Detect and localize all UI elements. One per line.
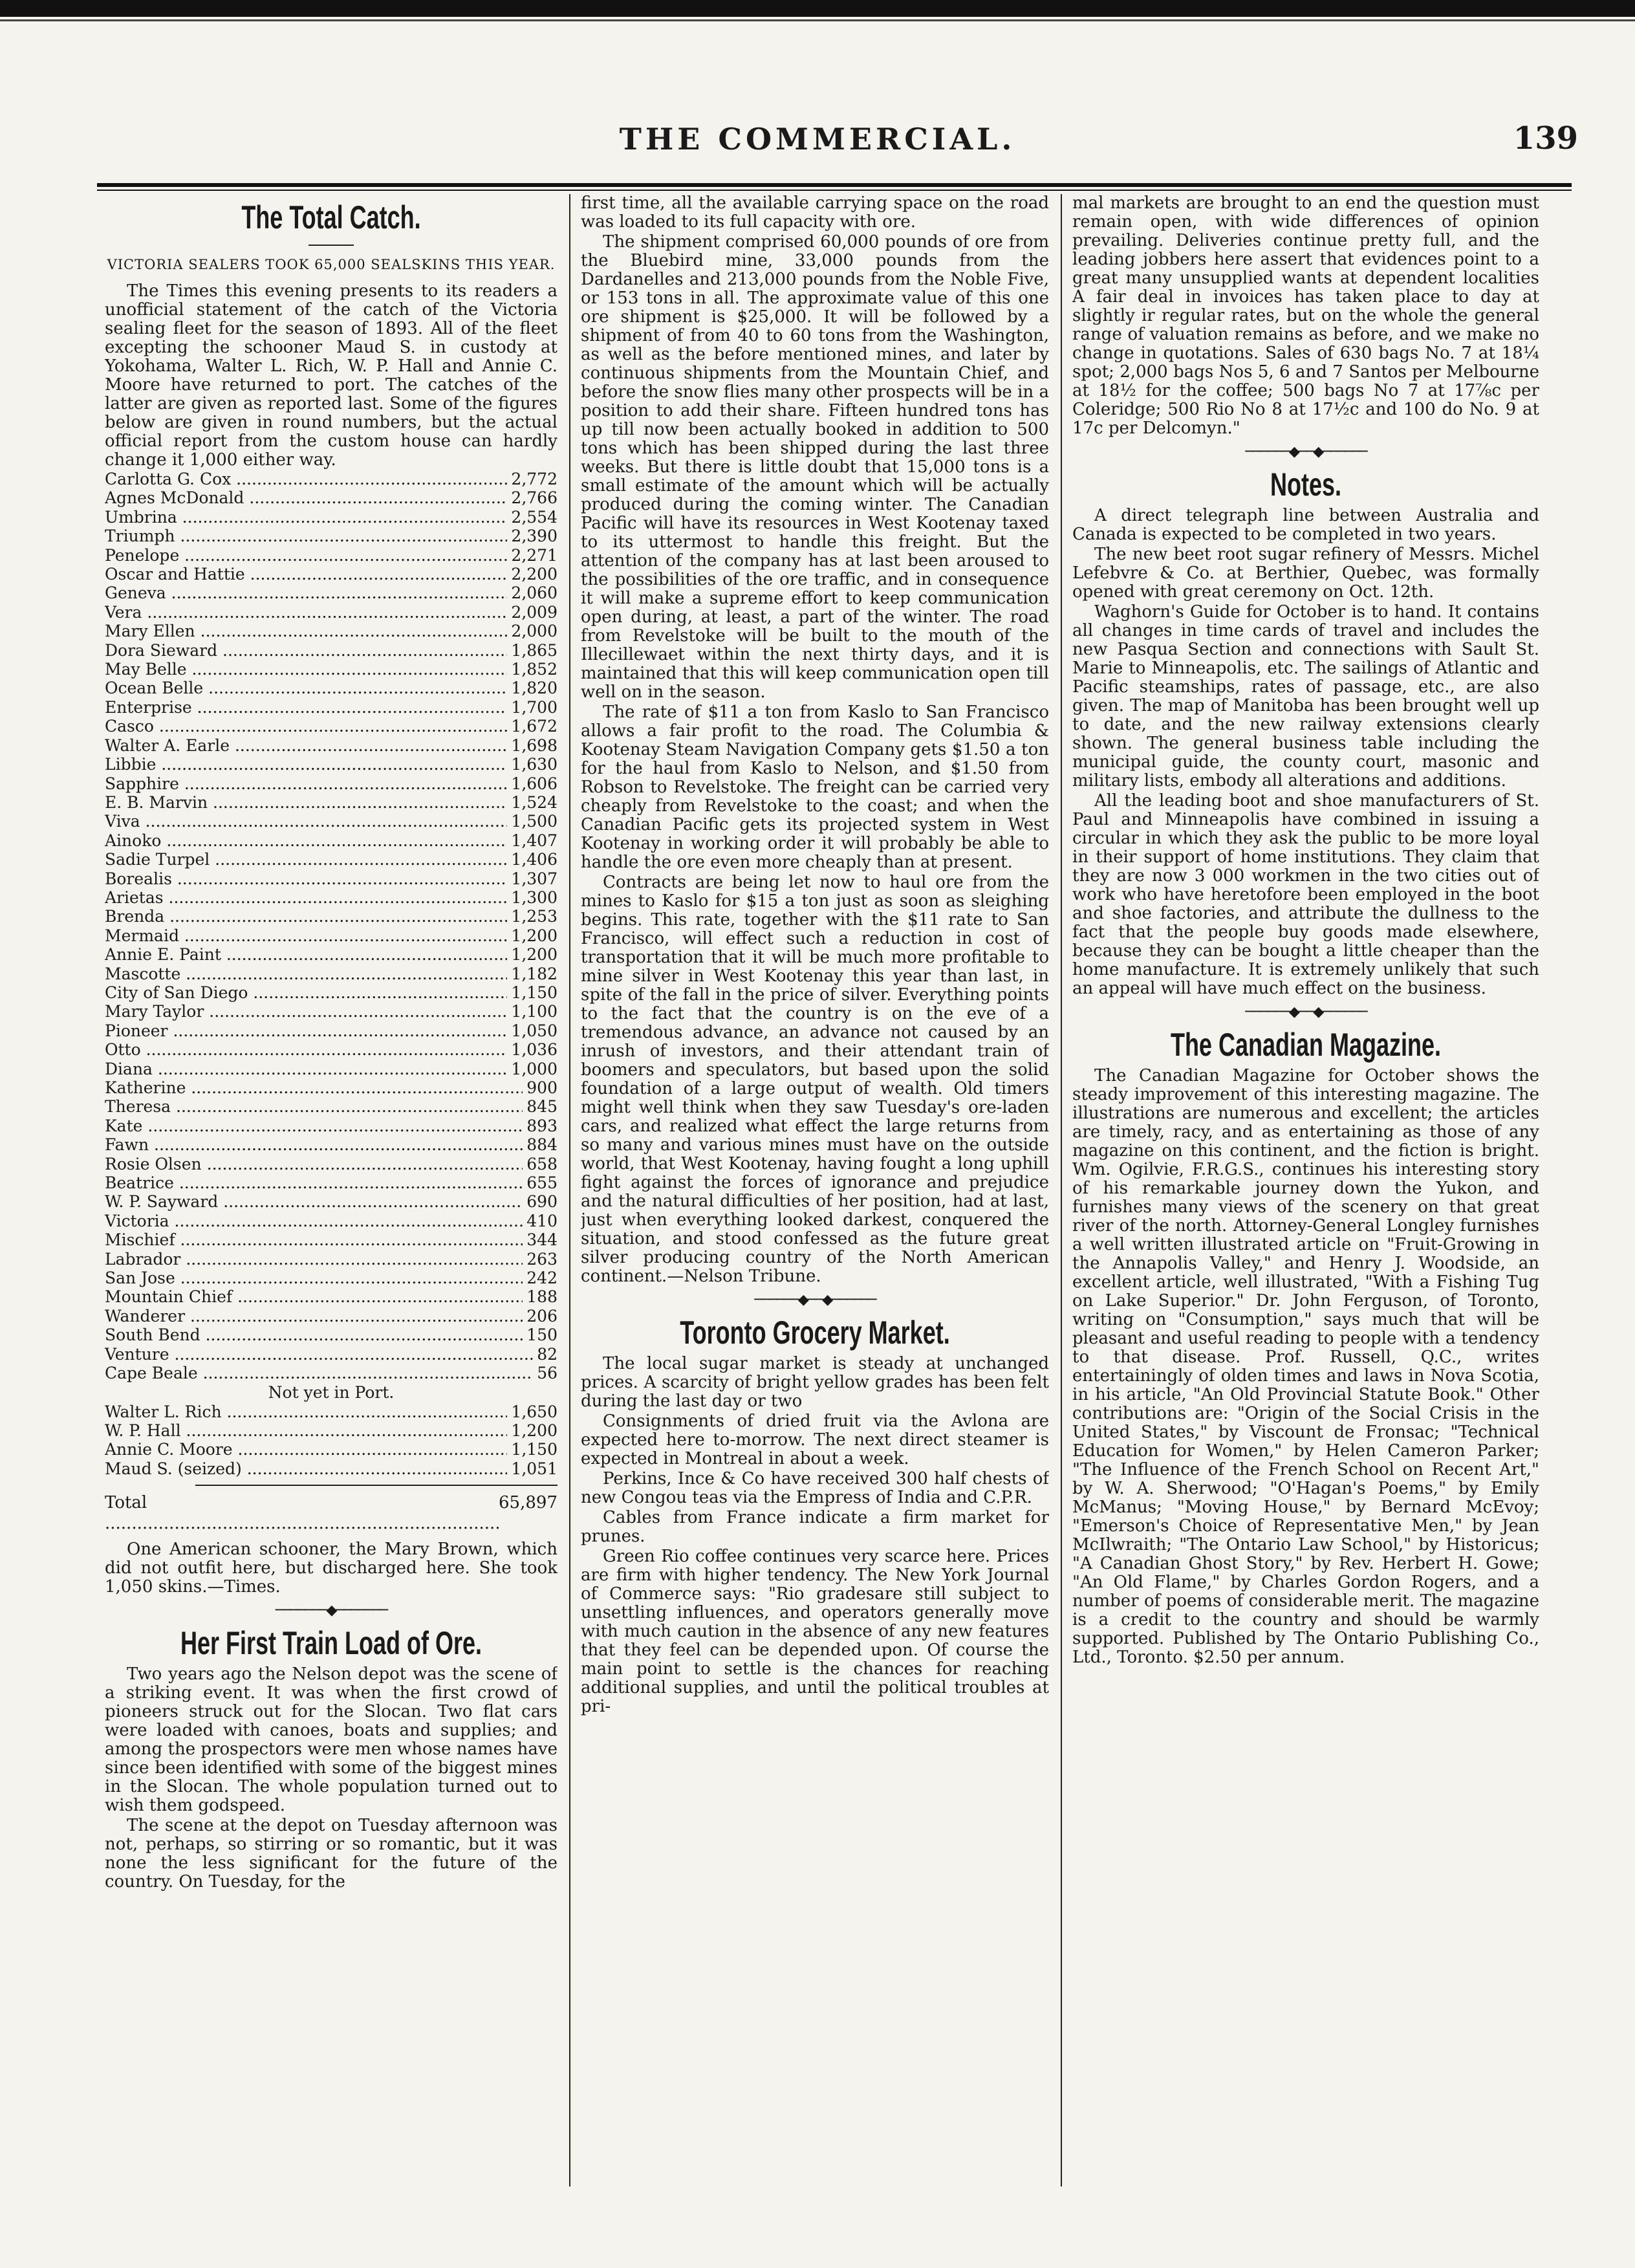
vessel-name: San Jose ..... (105, 1269, 523, 1287)
table-row (105, 1060, 558, 1078)
skin-count: 2,200 (511, 565, 558, 584)
table-row (105, 717, 558, 736)
vessel-name: Katherine ..... (105, 1078, 523, 1097)
vessel-name: Mary Ellen ..... (105, 622, 507, 640)
vessel-name: Viva ..... (105, 812, 507, 831)
table-row (105, 1097, 558, 1116)
page-number: 139 (1513, 120, 1578, 157)
vessel-name: Dora Sieward ..... (105, 641, 507, 660)
skin-count: 1,700 (511, 697, 558, 717)
vessel-name: Brenda ..... (105, 907, 507, 926)
skin-count: 1,650 (511, 1402, 558, 1421)
vessel-name: W. P. Hall ..... (105, 1421, 507, 1440)
skin-count: 1,150 (511, 1440, 558, 1459)
table-row (105, 1078, 558, 1097)
table-row (105, 983, 558, 1002)
skin-count: 1,253 (511, 907, 558, 926)
not-in-port-list (105, 1402, 558, 1479)
skin-count: 2,766 (511, 488, 558, 508)
skin-count: 1,500 (511, 812, 558, 831)
skin-count: 2,060 (511, 583, 558, 603)
skin-count: 1,524 (511, 792, 558, 812)
table-row (105, 850, 558, 869)
skin-count: 1,051 (511, 1459, 558, 1478)
skin-count: 2,271 (511, 545, 558, 565)
catch-list (105, 470, 558, 1383)
table-row (105, 508, 558, 527)
table-row (105, 1040, 558, 1059)
skin-count: 2,772 (511, 470, 558, 488)
table-row (105, 660, 558, 679)
vessel-name: Oscar and Hattie ..... (105, 565, 507, 583)
table-row (105, 793, 558, 812)
table-row (105, 812, 558, 831)
vessel-name: Otto ..... (105, 1040, 507, 1059)
table-row (105, 907, 558, 926)
skin-count: 2,554 (511, 507, 558, 527)
vessel-name: Arietas ..... (105, 888, 507, 907)
skin-count: 1,630 (511, 755, 558, 774)
table-row (105, 622, 558, 640)
table-row (105, 888, 558, 907)
skin-count: 150 (526, 1325, 558, 1345)
skin-count: 1,307 (511, 869, 558, 888)
article-heading-total-catch: The Total Catch. (241, 199, 421, 235)
not-in-port-label: Not yet in Port. (268, 1382, 395, 1402)
heading-dash (309, 245, 354, 246)
vessel-name: Ainoko ..... (105, 831, 507, 850)
intro-paragraph: The Times this evening presents to its readers a unofficial statement of the catch of the Victoria sealing fleet for the season of 1893. All of the fleet excepting the schooner Maud S. in custody at Yokohama, Walter L. Rich, W. P. Hall and Annie C. Moore have returned to port. The catches of the latter are given as reported last. Some of the figures below are given in round numbers, but the actual official report from the custom house can hardly change it 1,000 either way. (105, 281, 558, 470)
table-row (105, 945, 558, 964)
table-row (105, 603, 558, 622)
table-row (105, 831, 558, 850)
skin-count: 1,200 (511, 945, 558, 965)
skin-count: 1,406 (511, 850, 558, 869)
skin-count: 900 (526, 1078, 558, 1097)
vessel-name: Labrador ..... (105, 1250, 523, 1269)
table-row (105, 546, 558, 565)
table-row (105, 641, 558, 660)
table-row (105, 1345, 558, 1364)
vessel-name: Wanderer ..... (105, 1307, 523, 1325)
vessel-name: Mischief ..... (105, 1230, 523, 1249)
skin-count: 690 (526, 1192, 558, 1212)
ore-continued-3: The rate of $11 a ton from Kaslo to San Francisco allows a fair profit to the road. The Columbia & Kootenay Steam Navigation Company gets $1.50 a ton for the haul from Kaslo to Nelson, and $1.50 from Robson to Revelstoke. The freight can be carried very cheaply from Revelstoke to the coast; and when the Canadian Pacific gets its projected system in West Kootenay in working order it will probably be able to handle the ore even more cheaply than at present. (581, 703, 1049, 872)
notes-paragraph-4: All the leading boot and shoe manufacturers of St. Paul and Minneapolis have combined in issuing a circular in which they ask the public to be more loyal in their support of home institutions. They claim that they are now 3 000 workmen in the two cities out of work who have heretofore been employed in the boot and shoe factories, and attribute the dullness to the fact that the people buy goods made elsewhere, because they can be bought a little cheaper than the home manufacture. It is extremely unlikely that such an appeal will have much effect on the business. (1072, 791, 1539, 998)
ornament-divider: ───────◆─────── (275, 1602, 387, 1619)
skin-count: 1,036 (511, 1040, 558, 1060)
vessel-name: Rosie Olsen ..... (105, 1155, 523, 1173)
vessel-name: Vera ..... (105, 603, 507, 622)
skin-count: 1,606 (511, 774, 558, 793)
skin-count: 1,672 (511, 717, 558, 736)
table-row (105, 1135, 558, 1154)
vessel-name: Annie C. Moore ..... (105, 1440, 507, 1459)
table-row (105, 583, 558, 602)
skin-count: 188 (526, 1287, 558, 1307)
column-1 (105, 194, 558, 2199)
notes-paragraph-3: Waghorn's Guide for October is to hand. It contains all changes in time cards of travel and includes the new Pasqua Section and connections with Sault St. Marie to Minneapolis, etc. The sailings of Atlantic and Pacific steamships, rates of passage, etc., are also given. The map of Manitoba has been brought well up to date, and the new railway extensions clearly shown. The general business table including the municipal guide, the county court, masonic and military lists, embody all alterations and additions. (1072, 602, 1539, 791)
notes-paragraph-1: A direct telegraph line between Australia and Canada is expected to be completed in two years. (1072, 506, 1539, 544)
grocery-paragraph-4: Cables from France indicate a firm market for prunes. (581, 1508, 1049, 1546)
table-row (105, 1269, 558, 1287)
article-heading-magazine: The Canadian Magazine. (1170, 1027, 1442, 1063)
table-row (105, 1230, 558, 1249)
masthead-rule (97, 183, 1572, 187)
skin-count: 1,698 (511, 736, 558, 755)
article-heading-first-train: Her First Train Load of Ore. (180, 1625, 482, 1662)
skin-count: 242 (526, 1269, 558, 1288)
vessel-name: Annie E. Paint ..... (105, 945, 507, 964)
total-rule (195, 1485, 558, 1486)
skin-count: 884 (526, 1135, 558, 1155)
closing-paragraph: One American schooner, the Mary Brown, which did not outfit here, but discharged here. She took 1,050 skins.—Times. (105, 1540, 558, 1597)
grocery-paragraph-3: Perkins, Ince & Co have received 300 half chests of new Congou teas via the Empress of India and C.P.R. (581, 1469, 1049, 1507)
top-border-thin (0, 19, 1635, 21)
notes-paragraph-2: The new beet root sugar refinery of Messrs. Michel Lefebvre & Co. at Berthier, Quebec, was formally opened with great ceremony on Oct. 12th. (1072, 545, 1539, 602)
vessel-name: Victoria ..... (105, 1212, 523, 1230)
skin-count: 410 (526, 1211, 558, 1230)
skin-count: 1,182 (511, 964, 558, 983)
table-row (105, 869, 558, 888)
grocery-paragraph-5: Green Rio coffee continues very scarce here. Prices are firm with higher tendency. The New York Journal of Commerce says: "Rio gradesare still subject to unsettling influences, and operators generally move with much caution in the absence of any new features that they feel can be depended upon. Of course the main point to settle is the chances for reaching additional supplies, and until the political troubles at pri- (581, 1547, 1049, 1716)
skin-count: 2,009 (511, 602, 558, 622)
skin-count: 845 (526, 1097, 558, 1117)
vessel-name: Sapphire ..... (105, 774, 507, 793)
vessel-name: Triumph ..... (105, 527, 507, 545)
table-row (105, 1440, 558, 1459)
grocery-continued: mal markets are brought to an end the question must remain open, with wide differences of opinion prevailing. Deliveries continue pretty full, and the leading jobbers here assert that evidences point to a great many unsupplied wants at dependent localities A fair deal in invoices has taken place to day at slightly ir regular rates, but on the whole the general range of valuation remains as before, and we make no change in quotations. Sales of 630 bags No. 7 at 18¼ spot; 2,000 bags Nos 5, 6 and 7 Santos per Melbourne at 18½ for the coffee; 500 bags No 7 at 17⅞c per Coleridge; 500 Rio No 8 at 17½c and 100 do No. 9 at 17c per Delcomyn." (1072, 194, 1539, 438)
skin-count: 263 (526, 1249, 558, 1269)
ore-paragraph-2: The scene at the depot on Tuesday afternoon was not, perhaps, so stirring or so romantic, but it was none the less significant for the future of the country. On Tuesday, for the (105, 1816, 558, 1892)
skin-count: 1,407 (511, 831, 558, 850)
total-row (105, 1492, 558, 1534)
ornament-divider: ──────◆──◆────── (1245, 1004, 1367, 1020)
vessel-name: Mountain Chief ..... (105, 1287, 523, 1306)
vessel-name: E. B. Marvin ..... (105, 793, 507, 812)
vessel-name: Cape Beale ..... (105, 1364, 533, 1382)
skin-count: 56 (537, 1364, 558, 1383)
vessel-name: Fawn ..... (105, 1135, 523, 1154)
skin-count: 2,390 (511, 527, 558, 546)
vessel-name: Mary Taylor ..... (105, 1002, 507, 1021)
skin-count: 1,820 (511, 679, 558, 698)
vessel-name: City of San Diego ..... (105, 983, 507, 1002)
column-divider-2 (1061, 194, 1062, 2186)
table-row (105, 527, 558, 545)
vessel-name: Theresa ..... (105, 1097, 523, 1116)
skin-count: 1,300 (511, 888, 558, 907)
table-row (105, 1250, 558, 1269)
grocery-paragraph-1: The local sugar market is steady at unchanged prices. A scarcity of bright yellow grades has been felt during the last day or two (581, 1354, 1049, 1411)
table-row (105, 488, 558, 507)
table-row (105, 1192, 558, 1211)
table-row (105, 1287, 558, 1306)
vessel-name: Casco ..... (105, 717, 507, 736)
skin-count: 206 (526, 1306, 558, 1325)
vessel-name: W. P. Sayward ..... (105, 1192, 523, 1211)
table-row (105, 470, 558, 488)
skin-count: 1,100 (511, 1002, 558, 1021)
skin-count: 1,865 (511, 640, 558, 660)
skin-count: 82 (537, 1344, 558, 1364)
table-row (105, 1173, 558, 1192)
table-row (105, 736, 558, 755)
ornament-divider: ──────◆──◆────── (1245, 444, 1367, 460)
ore-continued-1: first time, all the available carrying space on the road was loaded to its full capacity with ore. (581, 194, 1049, 232)
table-row (105, 679, 558, 697)
table-row (105, 1307, 558, 1325)
vessel-name: Agnes McDonald ..... (105, 488, 507, 507)
skin-count: 658 (526, 1154, 558, 1173)
vessel-name: Pioneer ..... (105, 1021, 507, 1040)
vessel-name: Enterprise ..... (105, 698, 507, 717)
skin-count: 1,200 (511, 926, 558, 945)
vessel-name: Maud S. (seized) ..... (105, 1459, 507, 1478)
skin-count: 2,000 (511, 622, 558, 641)
table-row (105, 1002, 558, 1021)
vessel-name: Ocean Belle ..... (105, 679, 507, 697)
table-row (105, 926, 558, 945)
table-row (105, 965, 558, 983)
vessel-name: Kate ..... (105, 1117, 523, 1135)
table-row (105, 755, 558, 774)
article-subheading: VICTORIA SEALERS TOOK 65,000 SEALSKINS THIS YEAR. (107, 257, 556, 272)
vessel-name: Walter L. Rich ..... (105, 1402, 507, 1421)
vessel-name: South Bend ..... (105, 1325, 523, 1344)
ore-continued-2: The shipment comprised 60,000 pounds of ore from the Bluebird mine, 33,000 pounds from the Dardanelles and 213,000 pounds from the Noble Five, or 153 tons in all. The approximate value of this one ore shipment is $25,000. It will be followed by a shipment of from 40 to 60 tons from the Washington, as well as the before mentioned mines, and later by continuous shipments from the Mountain Chief, and before the snow flies many other prospects will be in a position to add their share. Fifteen hundred tons has up till now been actually booked in addition to 500 tons which has been shipped during the last three weeks. But there is little doubt that 15,000 tons is a small estimate of the amount which will be actually produced during the coming winter. The Canadian Pacific will have its resources in West Kootenay taxed to its uttermost to handle this freight. But the attention of the company has at last been aroused to the possibilities of the ore traffic, and in consequence it will make a supreme effort to keep communication open during, at least, a part of the winter. The road from Revelstoke will be built to the mouth of the Illecillewaet within the next thirty days, and it is maintained that this will keep communication open till well on in the season. (581, 232, 1049, 702)
table-row (105, 1459, 558, 1478)
table-row (105, 565, 558, 583)
table-row (105, 774, 558, 793)
vessel-name: Penelope ..... (105, 546, 507, 565)
vessel-name: May Belle ..... (105, 660, 507, 679)
skin-count: 1,852 (511, 660, 558, 679)
masthead-rule-thin (97, 190, 1572, 191)
skin-count: 1,000 (511, 1059, 558, 1078)
vessel-name: Carlotta G. Cox ..... (105, 470, 507, 488)
vessel-name: Diana ..... (105, 1060, 507, 1078)
ornament-divider: ──────◆──◆────── (754, 1292, 876, 1308)
vessel-name: Mascotte ..... (105, 965, 507, 983)
vessel-name: Walter A. Earle ..... (105, 736, 507, 755)
skin-count: 1,050 (511, 1021, 558, 1040)
table-row (105, 1212, 558, 1230)
vessel-name: Borealis ..... (105, 869, 507, 888)
skin-count: 1,200 (511, 1421, 558, 1440)
table-row (105, 1402, 558, 1421)
total-label: Total ..... (105, 1492, 499, 1534)
vessel-name: Sadie Turpel ..... (105, 850, 507, 869)
skin-count: 893 (526, 1116, 558, 1135)
table-row (105, 1021, 558, 1040)
article-heading-grocery: Toronto Grocery Market. (680, 1314, 950, 1351)
total-value: 65,897 (499, 1493, 558, 1513)
column-divider-1 (569, 194, 570, 2186)
vessel-name: Mermaid ..... (105, 926, 507, 945)
skin-count: 655 (526, 1173, 558, 1193)
table-row (105, 1325, 558, 1344)
magazine-paragraph: The Canadian Magazine for October shows the steady improvement of this interesting magazine. The illustrations are numerous and excellent; the articles are timely, racy, and as entertaining as those of any magazine on this continent, and the fiction is bright. Wm. Ogilvie, F.R.G.S., continues his interesting story of his remarkable journey down the Yukon, and furnishes many views of the scenery on that great river of the north. Attorney-General Longley furnishes a well written illustrated article on "Fruit-Growing in the Annapolis Valley," and Henry J. Woodside, an excellent article, well illustrated, "With a Fishing Tug on Lake Superior." Dr. John Ferguson, of Toronto, writing on "Consumption," says much that will be pleasant and useful reading to people with a tendency to that disease. Prof. Russell, Q.C., writes entertainingly of olden times and laws in Nova Scotia, in his article, "An Old Provincial Statute Book." Other contributions are: "Origin of the Social Crisis in the United States," by Viscount de Fronsac; "Technical Education for Women," by Helen Cameron Parker; "The Influence of the French School on Recent Art," by W. A. Sherwood; "O'Hagan's Poems," by Emily McManus; "Moving House," by Bernard McEvoy; "Emerson's Choice of Representative Men," by Jean McIlwraith; "The Ontario Law School," by Historicus; "A Canadian Ghost Story," by Rev. Herbert H. Gowe; "An Old Flame," by Charles Gordon Rogers, and a number of poems of considerable merit. The magazine is a credit to the country and should be warmly supported. Published by The Ontario Publishing Co., Ltd., Toronto. $2.50 per annum. (1072, 1066, 1539, 1667)
table-row (105, 1364, 558, 1382)
article-heading-notes: Notes. (1270, 466, 1342, 503)
masthead: THE COMMERCIAL. (619, 122, 1016, 157)
ore-paragraph-1: Two years ago the Nelson depot was the scene of a striking event. It was when the first crowd of pioneers struck out for the Slocan. Two flat cars were loaded with canoes, boats and supplies; and among the prospectors were men whose names have since been identified with some of the biggest mines in the Slocan. The whole population turned out to wish them godspeed. (105, 1664, 558, 1816)
skin-count: 344 (526, 1230, 558, 1250)
ore-continued-4: Contracts are being let now to haul ore from the mines to Kaslo for $15 a ton just as soon as sleighing begins. This rate, together with the $11 rate to San Francisco, will effect such a reduction in cost of transportation that it will be much more profitable to mine silver in West Kootenay this year than last, in spite of the fall in the price of silver. Everything points to the fact that the country is on the eve of a tremendous advance, an advance not caused by an inrush of investors, and their attendant train of boomers and speculators, but based upon the solid foundation of a large output of wealth. Old timers might well think when they saw Tuesday's ore-laden cars, and realized what effect the large returns from so many and various mines must have on the outside world, that West Kootenay, having fought a long uphill fight against the forces of ignorance and prejudice and the natural difficulties of her position, had at last, just when everything looked darkest, conquered the situation, and stood confessed as the future great silver producing country of the North American continent.—Nelson Tribune. (581, 873, 1049, 1286)
top-border (0, 0, 1635, 17)
vessel-name: Venture ..... (105, 1345, 533, 1364)
table-row (105, 1117, 558, 1135)
skin-count: 1,150 (511, 983, 558, 1002)
table-row (105, 1155, 558, 1173)
vessel-name: Libbie ..... (105, 755, 507, 774)
vessel-name: Umbrina ..... (105, 508, 507, 527)
grocery-paragraph-2: Consignments of dried fruit via the Avlona are expected here to-morrow. The next direct steamer is expected in Montreal in about a week. (581, 1412, 1049, 1468)
table-row (105, 698, 558, 717)
vessel-name: Beatrice ..... (105, 1173, 523, 1192)
column-3 (1072, 194, 1539, 2199)
column-2 (581, 194, 1049, 2199)
vessel-name: Geneva ..... (105, 583, 507, 602)
table-row (105, 1421, 558, 1440)
